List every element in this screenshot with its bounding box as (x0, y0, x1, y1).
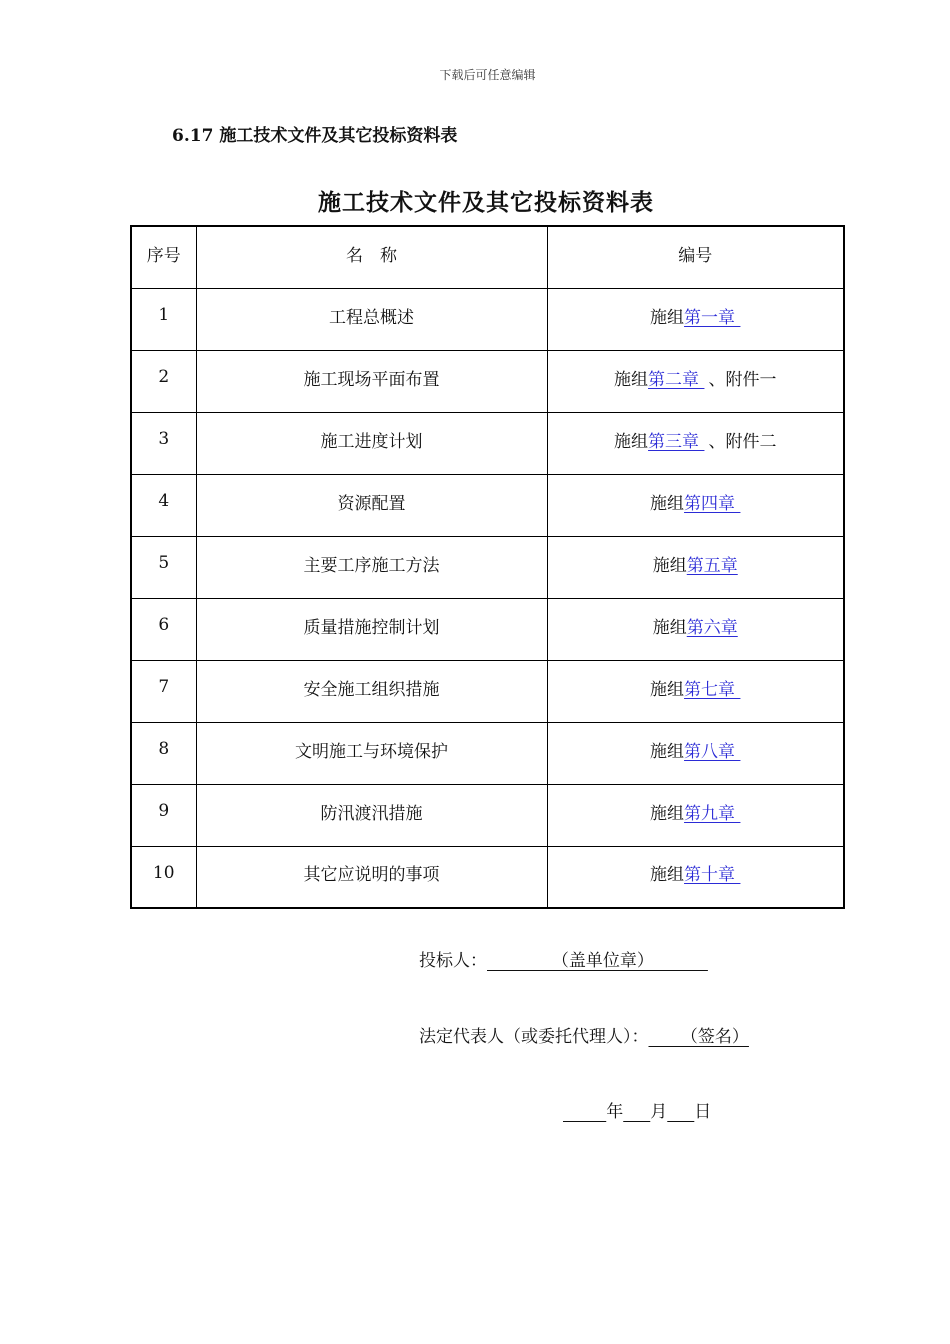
date-month-label: 月 (650, 1102, 668, 1122)
code-prefix: 施组 (650, 493, 685, 514)
chapter-link[interactable]: 第七章 (684, 679, 741, 700)
row-name: 施工现场平面布置 (196, 350, 547, 412)
row-code (547, 412, 844, 474)
code-prefix: 施组 (650, 679, 685, 700)
table-row (131, 784, 844, 846)
row-code (547, 474, 844, 536)
code-prefix: 施组 (650, 307, 685, 328)
row-name: 安全施工组织措施 (196, 660, 547, 722)
row-number: 4 (131, 474, 196, 536)
bidder-line (419, 946, 708, 971)
representative-line (419, 1022, 749, 1047)
date-day-label: 日 (694, 1102, 712, 1122)
code-prefix: 施组 (652, 617, 687, 638)
chapter-link[interactable]: 第三章 (648, 431, 705, 452)
section-heading: 6.17 施工技术文件及其它投标资料表 (172, 126, 458, 146)
row-code (547, 660, 844, 722)
representative-label: 法定代表人（或委托代理人）： (419, 1027, 649, 1047)
row-name: 其它应说明的事项 (196, 846, 547, 908)
code-prefix: 施组 (650, 741, 685, 762)
row-number: 6 (131, 598, 196, 660)
code-prefix: 施组 (614, 369, 649, 390)
table-row (131, 288, 844, 350)
table-row (131, 350, 844, 412)
row-code (547, 846, 844, 908)
table-row (131, 722, 844, 784)
table-row (131, 536, 844, 598)
row-code (547, 598, 844, 660)
row-code (547, 784, 844, 846)
chapter-link[interactable]: 第六章 (686, 617, 738, 638)
row-number: 8 (131, 722, 196, 784)
table-header-row (131, 226, 844, 288)
row-name: 施工进度计划 (196, 412, 547, 474)
bidder-label: 投标人： (419, 951, 487, 971)
row-name: 资源配置 (196, 474, 547, 536)
date-year-label: 年 (606, 1102, 624, 1122)
document-table (130, 225, 845, 909)
code-prefix: 施组 (650, 803, 685, 824)
code-prefix: 施组 (650, 865, 685, 886)
column-header-no: 序号 (131, 226, 196, 288)
row-name: 防汛渡汛措施 (196, 784, 547, 846)
table-row (131, 412, 844, 474)
date-day-field[interactable] (667, 1102, 694, 1122)
date-month-field[interactable] (623, 1102, 650, 1122)
row-name: 质量措施控制计划 (196, 598, 547, 660)
row-number: 10 (131, 846, 196, 908)
chapter-link[interactable]: 第十章 (684, 865, 741, 886)
code-prefix: 施组 (614, 431, 649, 452)
row-name: 工程总概述 (196, 288, 547, 350)
representative-signature-field[interactable]: （签名） (648, 1027, 749, 1047)
code-suffix: 、附件二 (708, 431, 777, 452)
chapter-link[interactable]: 第五章 (686, 555, 738, 576)
row-name: 主要工序施工方法 (196, 536, 547, 598)
chapter-link[interactable]: 第四章 (684, 493, 741, 514)
date-line (563, 1097, 711, 1122)
column-header-code: 编号 (547, 226, 844, 288)
row-number: 1 (131, 288, 196, 350)
bidder-seal-field[interactable]: （盖单位章） (487, 951, 708, 971)
table-row (131, 846, 844, 908)
row-number: 9 (131, 784, 196, 846)
chapter-link[interactable]: 第一章 (684, 307, 741, 328)
code-suffix: 、附件一 (708, 369, 777, 390)
chapter-link[interactable]: 第九章 (684, 803, 741, 824)
date-year-field[interactable] (563, 1102, 606, 1122)
table-row (131, 474, 844, 536)
page-header-note: 下载后可任意编辑 (439, 68, 536, 82)
row-number: 7 (131, 660, 196, 722)
row-number: 2 (131, 350, 196, 412)
row-code (547, 536, 844, 598)
table-row (131, 598, 844, 660)
table-row (131, 660, 844, 722)
row-code (547, 288, 844, 350)
table-title: 施工技术文件及其它投标资料表 (318, 189, 654, 216)
row-name: 文明施工与环境保护 (196, 722, 547, 784)
row-code (547, 350, 844, 412)
row-number: 5 (131, 536, 196, 598)
chapter-link[interactable]: 第二章 (648, 369, 705, 390)
row-code (547, 722, 844, 784)
row-number: 3 (131, 412, 196, 474)
code-prefix: 施组 (652, 555, 687, 576)
column-header-name: 名 称 (196, 226, 547, 288)
chapter-link[interactable]: 第八章 (684, 741, 741, 762)
